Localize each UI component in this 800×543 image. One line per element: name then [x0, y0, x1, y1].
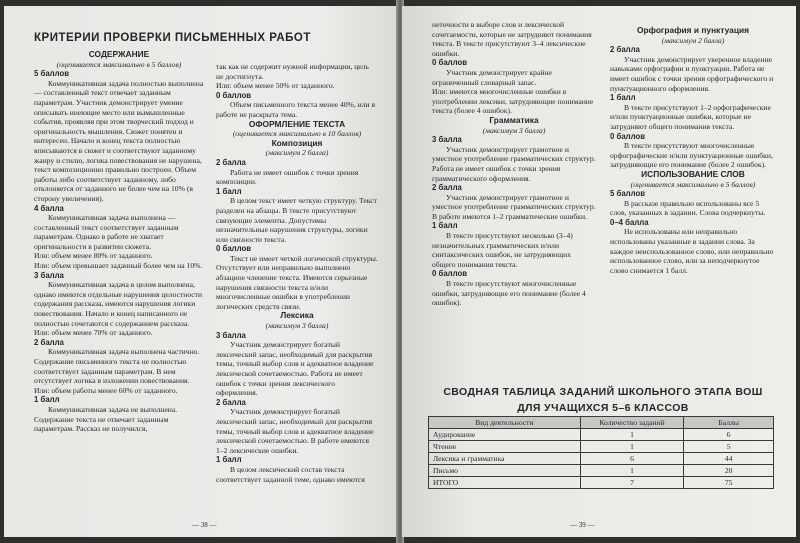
paragraph: Коммуникативная задача выполнена частично. Содержание письменного текста не полностью соответствует заданным параметрам. В нем отсутствует логика в изложении повествования.	[34, 347, 200, 386]
cell-points: 44	[684, 453, 774, 465]
paragraph: Или: объем менее 80% от заданного.	[34, 251, 153, 261]
paragraph: Или: имеются многочисленные ошибки в употреблении лексики, затрудняющие понимание текста (более 4 ошибок).	[432, 87, 594, 116]
score-label: 5 баллов	[610, 189, 646, 199]
paragraph: Или: объем менее 70% от заданного.	[34, 328, 153, 338]
section-subtitle: (максимум 2 балла)	[661, 35, 725, 45]
paragraph: Или: объем работы менее 60% от заданного.	[34, 385, 178, 395]
cell-points: 75	[684, 477, 774, 489]
score-label: 2 балла	[34, 337, 64, 347]
paragraph: Участник демонстрирует уверенное владение навыками орфографии и пунктуации. Работа не имеет ошибок с точки зрения орфографического и пунктуационного оформления.	[610, 54, 774, 93]
header-points: Баллы	[684, 417, 774, 429]
paragraph: Участник демонстрирует грамотное и уместное употребление грамматических структур. Работа не имеет ошибок с точки зрения грамматического оформления.	[432, 144, 596, 183]
score-label: 3 балла	[432, 135, 462, 145]
cell-activity: Письмо	[429, 465, 581, 477]
cell-task-count: 1	[580, 441, 684, 453]
paragraph: Объем письменного текста менее 40%, или в работе не раскрыта тема.	[216, 100, 376, 119]
score-label: 3 балла	[34, 270, 64, 280]
section-heading: Лексика	[280, 310, 314, 321]
cell-task-count: 1	[580, 429, 684, 441]
score-label: 5 баллов	[34, 69, 70, 79]
section-subtitle: (максимум 3 балла)	[265, 321, 329, 331]
section-heading: Орфография и пунктуация	[636, 25, 750, 35]
cell-task-count: 7	[580, 477, 684, 489]
section-heading: Грамматика	[489, 114, 539, 125]
paragraph: В целом текст имеет четкую структуру. Текст разделен на абзацы. В тексте присутствуют связующие элементы. Допустимы незначительные нарушения структуры, логики или связности текста.	[216, 196, 377, 244]
paragraph: так как не содержит нужной информации, цель не достигнута.	[216, 62, 369, 81]
header-task-count: Количество заданий	[580, 417, 684, 429]
summary-title-line-1: СВОДНАЯ ТАБЛИЦА ЗАДАНИЙ ШКОЛЬНОГО ЭТАПА ВОШ	[443, 386, 763, 398]
cell-activity: Чтение	[429, 441, 581, 453]
paragraph: Или: объем менее 50% от заданного.	[216, 81, 335, 91]
left-page	[4, 6, 398, 537]
paragraph: В тексте присутствуют многочисленные орфографические и/или пунктуационные ошибки, затрудняющие его понимание (более 2 ошибок).	[610, 141, 773, 170]
paragraph: Не использованы или неправильно использованы указанные в задании слова. За каждое неиспользованное слово, или неправильно использованное слово, или за неподчеркнутое слово снимается 1 балл.	[610, 227, 774, 275]
score-label: 1 балл	[34, 395, 60, 405]
score-label: 0 баллов	[216, 90, 252, 100]
cell-activity: ИТОГО	[429, 477, 581, 489]
paragraph: В рассказе правильно использованы все 5 слов, указанных в задании. Слова подчеркнуты.	[610, 198, 766, 218]
cell-activity: Аудирование	[429, 429, 581, 441]
summary-title-line-2: ДЛЯ УЧАЩИХСЯ 5–6 КЛАССОВ	[517, 402, 689, 414]
right-page	[402, 6, 796, 537]
paragraph: неточности в выборе слов и лексической сочетаемости, которые не затрудняют понимания текста. В тексте присутствуют 3–4 лексические ошибки.	[432, 20, 592, 58]
paragraph: Работа не имеет ошибок с точки зрения композиции.	[216, 167, 359, 187]
score-label: 1 балл	[216, 186, 242, 196]
paragraph: Участник демонстрирует крайне ограниченный словарный запас.	[432, 67, 552, 87]
score-label: 2 балла	[432, 183, 462, 193]
score-label: 1 балл	[432, 221, 458, 231]
cell-activity: Лексика и грамматика	[429, 453, 581, 465]
cell-points: 6	[684, 429, 774, 441]
section-heading: СОДЕРЖАНИЕ	[88, 49, 150, 59]
paragraph: Коммуникативная задача полностью выполнена — составленный текст отвечает заданным параметрам. Участник демонстрирует умение описывать инеющие место или вымышленные события, проявляя при этом творческий подход и оригинальность мышления. Сюжет понятен и интересен. Начало и конец текста полностью вписываются в сюжет и соответствуют заданному жанру и стилю, логика повествования не нарушена, текст композиционно правильно построен. Объем работы либо соответствует заданному, либо отклоняется от заданного не более чем на 10% (в сторону увеличения).	[34, 78, 204, 203]
cell-task-count: 1	[580, 465, 684, 477]
paragraph: Коммуникативная задача выполнена — составленный текст соответствует заданным параметрам. Однако в работе не хватает оригинальности в развитии сюжета.	[34, 213, 179, 251]
score-label: 0–4 балла	[610, 217, 649, 227]
section-subtitle: (оценивается максимально в 5 баллов)	[630, 179, 756, 189]
paragraph: Текст не имеет четкой логической структуры. Отсутствует или неправильно выполнено абзацное членение текста. Имеются серьезные нарушения связности текста и/или многочисленные ошибки в употреблении логических средств связи.	[216, 253, 378, 311]
table-row	[429, 429, 774, 441]
paragraph: В тексте присутствуют многочисленные ошибки, затрудняющие его понимание (более 4 ошибок).	[432, 279, 586, 308]
paragraph: В тексте присутствуют несколько (3–4) незначительных грамматических и/или синтаксических ошибок, не затрудняющих общего понимания текста.	[432, 231, 573, 269]
header-activity: Вид деятельности	[429, 417, 581, 429]
section-subtitle: (максимум 2 балла)	[265, 148, 329, 158]
cell-task-count: 6	[580, 453, 684, 465]
table-row-total	[429, 477, 774, 489]
score-label: 1 балл	[610, 93, 636, 103]
score-label: 4 балла	[34, 203, 64, 213]
table-row	[429, 465, 774, 477]
section-heading: ИСПОЛЬЗОВАНИЕ СЛОВ	[641, 168, 745, 179]
score-label: 1 балл	[216, 455, 242, 465]
score-label: 2 балла	[610, 45, 640, 55]
summary-table	[428, 416, 774, 489]
cell-points: 20	[684, 465, 774, 477]
table-row	[429, 453, 774, 465]
paragraph: В целом лексический состав текста соответствует заданной теме, однако имеются	[216, 464, 365, 484]
section-heading: ОФОРМЛЕНИЕ ТЕКСТА	[248, 118, 346, 129]
paragraph: Или: объем превышает заданный более чем на 10%.	[34, 261, 203, 271]
section-subtitle: (максимум 3 балла)	[482, 125, 546, 135]
paragraph: Коммуникативная задача в целом выполнена, однако имеются отдельные нарушения целостности содержания рассказа, имеются нарушения логики повествования. Начало и конец написанного не полностью сочетаются с содержанием рассказа.	[34, 280, 203, 328]
score-label: 0 баллов	[610, 131, 646, 141]
summary-table-title	[438, 384, 768, 416]
cell-points: 5	[684, 441, 774, 453]
paragraph: Участник демонстрирует грамотное и уместное употребление грамматических структур. В работе имеются 1–2 грамматические ошибки.	[432, 192, 596, 221]
left-column-1	[34, 50, 204, 537]
section-subtitle: (оценивается максимально в 10 баллов)	[232, 129, 362, 139]
left-column-2	[216, 62, 378, 537]
paragraph: Участник демонстрирует богатый лексический запас, необходимый для раскрытия темы, точный выбор слов и адекватное владение лексической сочетаемостью. В работе имеются 1–2 лексические ошибки.	[216, 407, 374, 455]
paragraph: Участник демонстрирует богатый лексический запас, необходимый для раскрытия темы, точный выбор слов и адекватное владение лексической сочетаемостью. Работа не имеет ошибок с точки зрения лексического оформления.	[216, 340, 374, 398]
table-row	[429, 441, 774, 453]
section-subtitle: (оценивается максимально в 5 баллов)	[56, 59, 182, 69]
score-label: 2 балла	[216, 397, 246, 407]
score-label: 3 балла	[216, 330, 246, 340]
score-label: 0 баллов	[216, 244, 252, 254]
paragraph: В тексте присутствуют 1–2 орфографические и/или пунктуационные ошибки, которые не затрудняют общего понимания текста.	[610, 102, 771, 131]
section-heading: Композиция	[271, 137, 323, 148]
page-number: — 39 —	[570, 521, 595, 529]
score-label: 2 балла	[216, 157, 246, 167]
score-label: 0 баллов	[432, 269, 468, 279]
page-number: — 38 —	[192, 521, 217, 529]
table-header-row	[429, 417, 774, 429]
paragraph: Коммуникативная задача не выполнена. Содержание текста не отвечает заданным параметрам. Рассказ не получился,	[34, 404, 178, 434]
page-title: КРИТЕРИИ ПРОВЕРКИ ПИСЬМЕННЫХ РАБОТ	[34, 32, 311, 44]
score-label: 0 баллов	[432, 58, 468, 68]
